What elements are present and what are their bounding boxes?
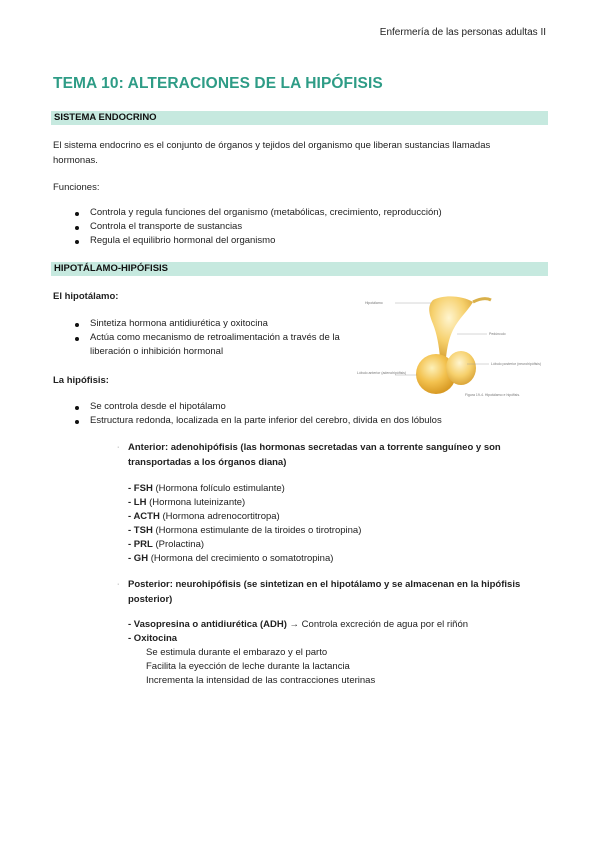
funcion-item: Controla el transporte de sustancias [90,221,243,232]
hipofisis-item: Se controla desde el hipotálamo [90,401,226,412]
figure-label-pedunculo: Pedúnculo [489,332,506,336]
hormone-prl: - PRL (Prolactina) [128,539,205,550]
hormone-oxitocina: - Oxitocina [128,633,178,644]
anterior-heading-line1: Anterior: adenohipófisis (las hormonas secretadas van a torrente sanguíneo y son [128,442,501,453]
hormone-tsh: - TSH (Hormona estimulante de la tiroides o tirotropina) [128,525,362,536]
funcion-item: Controla y regula funciones del organismo (metabólicas, crecimiento, reproducción) [90,207,442,218]
hipotalamo-item: Sintetiza hormona antidiurética y oxitocina [90,318,268,329]
sub-list-marker: · [117,444,120,451]
pituitary-gland-illustration [355,290,545,400]
bullet-icon [75,337,79,341]
bullet-icon [75,323,79,327]
section-heading-hipotalamo-hipofisis: HIPOTÁLAMO-HIPÓFISIS [51,262,548,276]
hormone-vasopresina: - Vasopresina o antidiurética (ADH) → Controla excreción de agua por el riñón [128,619,469,630]
funciones-label: Funciones: [53,182,100,193]
figure-caption: Figura 19-4. Hipotálamo e hipófisis. [465,393,521,397]
intro-paragraph-line1: El sistema endocrino es el conjunto de órganos y tejidos del organismo que liberan sustancias llamadas [53,140,491,151]
figure-label-lobulo-anterior: Lóbulo anterior (adenohipófisis) [357,371,407,375]
bullet-icon [75,406,79,410]
hipofisis-item: Estructura redonda, localizada en la parte inferior del cerebro, divida en dos lóbulos [90,415,442,426]
hipotalamo-hipofisis-figure [355,290,545,400]
bullet-icon [75,420,79,424]
hormone-acth: - ACTH (Hormona adrenocortitropa) [128,511,280,522]
bullet-icon [75,212,79,216]
hipotalamo-item: Actúa como mecanismo de retroalimentación a través de la [90,332,340,343]
sub-list-marker: · [117,581,120,588]
oxitocina-item: Se estimula durante el embarazo y el parto [146,647,328,658]
section-heading-sistema-endocrino: SISTEMA ENDOCRINO [51,111,548,125]
intro-paragraph-line2: hormonas. [53,155,98,166]
hipotalamo-item-continuation: liberación o inhibición hormonal [90,346,224,357]
bullet-icon [75,226,79,230]
figure-label-lobulo-posterior: Lóbulo posterior (neurohipófisis) [491,362,541,366]
hipofisis-label: La hipófisis: [53,375,109,386]
posterior-heading-line2: posterior) [128,594,173,605]
hormone-fsh: - FSH (Hormona folículo estimulante) [128,483,285,494]
bullet-icon [75,240,79,244]
hormone-lh: - LH (Hormona luteinizante) [128,497,246,508]
oxitocina-item: Incrementa la intensidad de las contracciones uterinas [146,675,376,686]
funcion-item: Regula el equilibrio hormonal del organismo [90,235,276,246]
posterior-heading-line1: Posterior: neurohipófisis (se sintetizan en el hipotálamo y se almacenan en la hipófisis [128,579,521,590]
figure-label-hipotalamo: Hipotálamo [365,301,383,305]
hormone-gh: - GH (Hormona del crecimiento o somatotropina) [128,553,334,564]
page-title: TEMA 10: ALTERACIONES DE LA HIPÓFISIS [53,75,383,92]
page-header: Enfermería de las personas adultas II [379,27,546,38]
anterior-heading-line2: transportadas a los órganos diana) [128,457,287,468]
oxitocina-item: Facilita la eyección de leche durante la lactancia [146,661,350,672]
hipotalamo-label: El hipotálamo: [53,291,119,302]
